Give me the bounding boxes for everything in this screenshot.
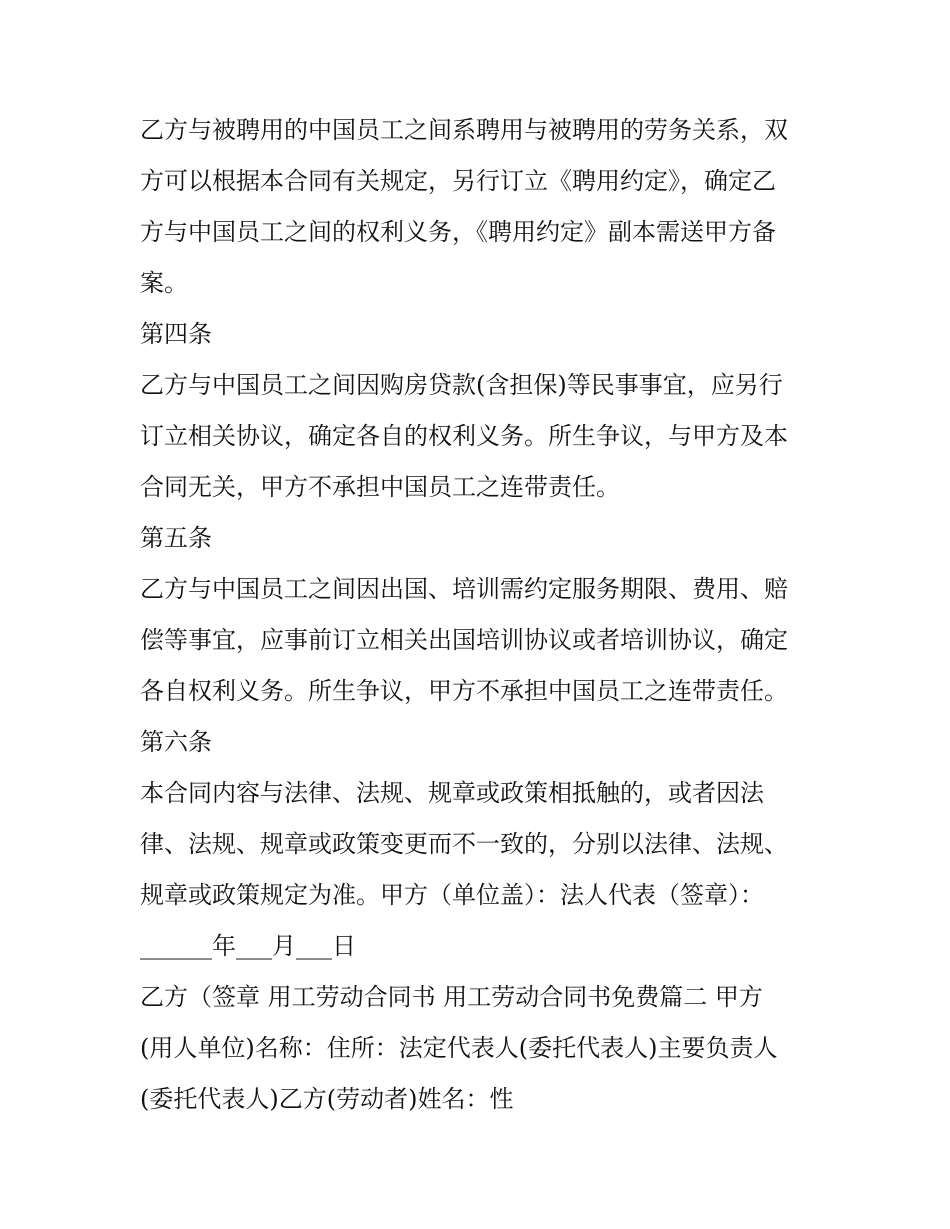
- body-text-line: 偿等事宜，应事前订立相关出国培训协议或者培训协议，确定: [140, 626, 788, 654]
- date-line: ______年___月___日: [140, 932, 356, 960]
- body-text-line: 乙方与中国员工之间因购房贷款(含担保)等民事事宜，应另行: [140, 371, 783, 399]
- signature-line: 规章或政策规定为准。甲方（单位盖）：法人代表（签章）：: [140, 881, 764, 909]
- body-text-line: 本合同内容与法律、法规、规章或政策相抵触的，或者因法: [140, 779, 764, 807]
- body-text-line: 律、法规、规章或政策变更而不一致的，分别以法律、法规、: [140, 830, 788, 858]
- article-heading: 第四条: [140, 320, 212, 348]
- body-text-line: 各自权利义务。所生争议，甲方不承担中国员工之连带责任。: [140, 677, 788, 705]
- body-text-line: (委托代表人)乙方(劳动者)姓名：性: [140, 1085, 514, 1113]
- body-text-line: 方可以根据本合同有关规定，另行订立《聘用约定》，确定乙: [140, 167, 776, 195]
- body-text-line: 合同无关，甲方不承担中国员工之连带责任。: [140, 473, 620, 501]
- body-text-line: 案。: [140, 269, 188, 297]
- body-text-line: 订立相关协议，确定各自的权利义务。所生争议，与甲方及本: [140, 422, 788, 450]
- body-text-line: 方与中国员工之间的权利义务，《聘用约定》副本需送甲方备: [140, 218, 776, 246]
- article-heading: 第六条: [140, 728, 212, 756]
- body-text-line: 乙方（签章 用工劳动合同书 用工劳动合同书免费篇二 甲方: [140, 983, 763, 1011]
- article-heading: 第五条: [140, 524, 212, 552]
- body-text-line: 乙方与被聘用的中国员工之间系聘用与被聘用的劳务关系，双: [140, 116, 788, 144]
- body-text-line: 乙方与中国员工之间因出国、培训需约定服务期限、费用、赔: [140, 575, 788, 603]
- body-text-line: (用人单位)名称：住所：法定代表人(委托代表人)主要负责人: [140, 1034, 778, 1062]
